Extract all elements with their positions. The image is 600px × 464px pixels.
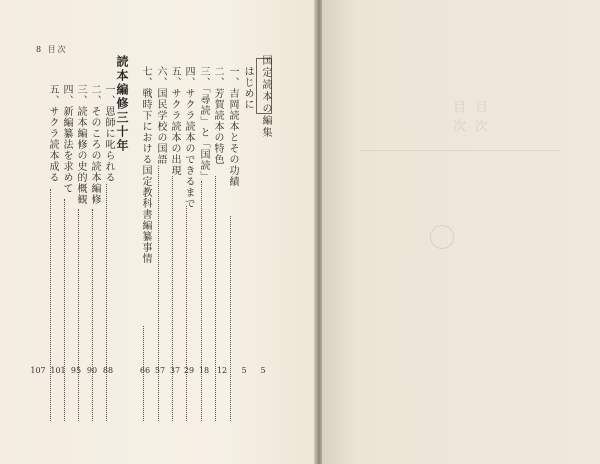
toc-entry [196, 66, 209, 366]
show-through-line [360, 150, 560, 151]
toc-entry-label: 三、「尋読」と「国読」 [198, 66, 209, 182]
toc-entry-page: 57 [154, 366, 166, 375]
toc-entry-label: 一、吉岡読本とその功績 [227, 66, 238, 187]
toc-entry-page: 88 [102, 366, 114, 375]
leader-dots [215, 176, 217, 421]
toc-entry-label: 二、そのころの読本編修 [89, 84, 100, 205]
toc-entry-page: 107 [30, 366, 46, 375]
part1-title: 国定読本の編集 [260, 55, 271, 139]
toc-entry-page: 18 [198, 366, 210, 375]
leader-dots [64, 199, 66, 421]
toc-entry [59, 84, 72, 384]
leader-dots [230, 216, 232, 421]
toc-entry [240, 66, 253, 366]
leader-dots [50, 189, 52, 421]
toc-entry-label: 三、読本編修の史的概観 [75, 84, 86, 205]
toc-entry-page: 95 [70, 366, 82, 375]
toc-entry-label: 五、サクラ読本の出現 [169, 66, 180, 176]
toc-entry-page: 66 [139, 366, 151, 375]
show-through-mark [430, 225, 454, 249]
leader-dots [78, 209, 80, 421]
leader-dots [158, 166, 160, 421]
toc-entry-page: 37 [169, 366, 181, 375]
toc-entry-page: 5 [241, 366, 247, 375]
toc-entry [167, 66, 180, 366]
toc-entry [87, 84, 100, 384]
part2-title: 読本編修三十年 [115, 55, 129, 153]
show-through-text: 目次 [450, 100, 465, 138]
leader-dots [92, 209, 94, 421]
running-head: 8 目次 [36, 45, 68, 54]
toc-entry-label: 六、国民学校の国語 [155, 66, 166, 165]
toc-entry-page: 5 [260, 366, 266, 375]
toc-entry-page: 90 [86, 366, 98, 375]
toc-entry-label: 四、新編纂法を求めて [61, 84, 72, 194]
toc-entry [45, 84, 58, 384]
toc-entry [210, 66, 223, 366]
right-page [322, 0, 600, 464]
leader-dots [106, 184, 108, 421]
toc-entry-page: 12 [216, 366, 228, 375]
toc-entry-page: 29 [183, 366, 195, 375]
toc-entry [101, 84, 114, 384]
toc-entry [181, 66, 194, 366]
toc-entry [138, 66, 151, 366]
toc-entry-label: はじめに [242, 66, 253, 110]
toc-entry [73, 84, 86, 384]
toc-entry-page: 101 [50, 366, 66, 375]
toc-entry [153, 66, 166, 366]
show-through-text: 目次 [472, 100, 487, 138]
toc-entry-label: 二、芳賀読本の特色 [212, 66, 223, 165]
leader-dots [172, 176, 174, 421]
leader-dots [186, 206, 188, 421]
toc-entry-label: 五、サクラ読本成る [47, 84, 58, 183]
toc-entry-label: 四、サクラ読本のできるまで [183, 66, 194, 209]
leader-dots [201, 181, 203, 421]
toc-entry-label: 一、恩師に叱られる [103, 84, 114, 183]
toc-entry-label: 七、戦時下における国定教科書編纂事情 [140, 66, 151, 264]
toc-entry [225, 66, 238, 366]
